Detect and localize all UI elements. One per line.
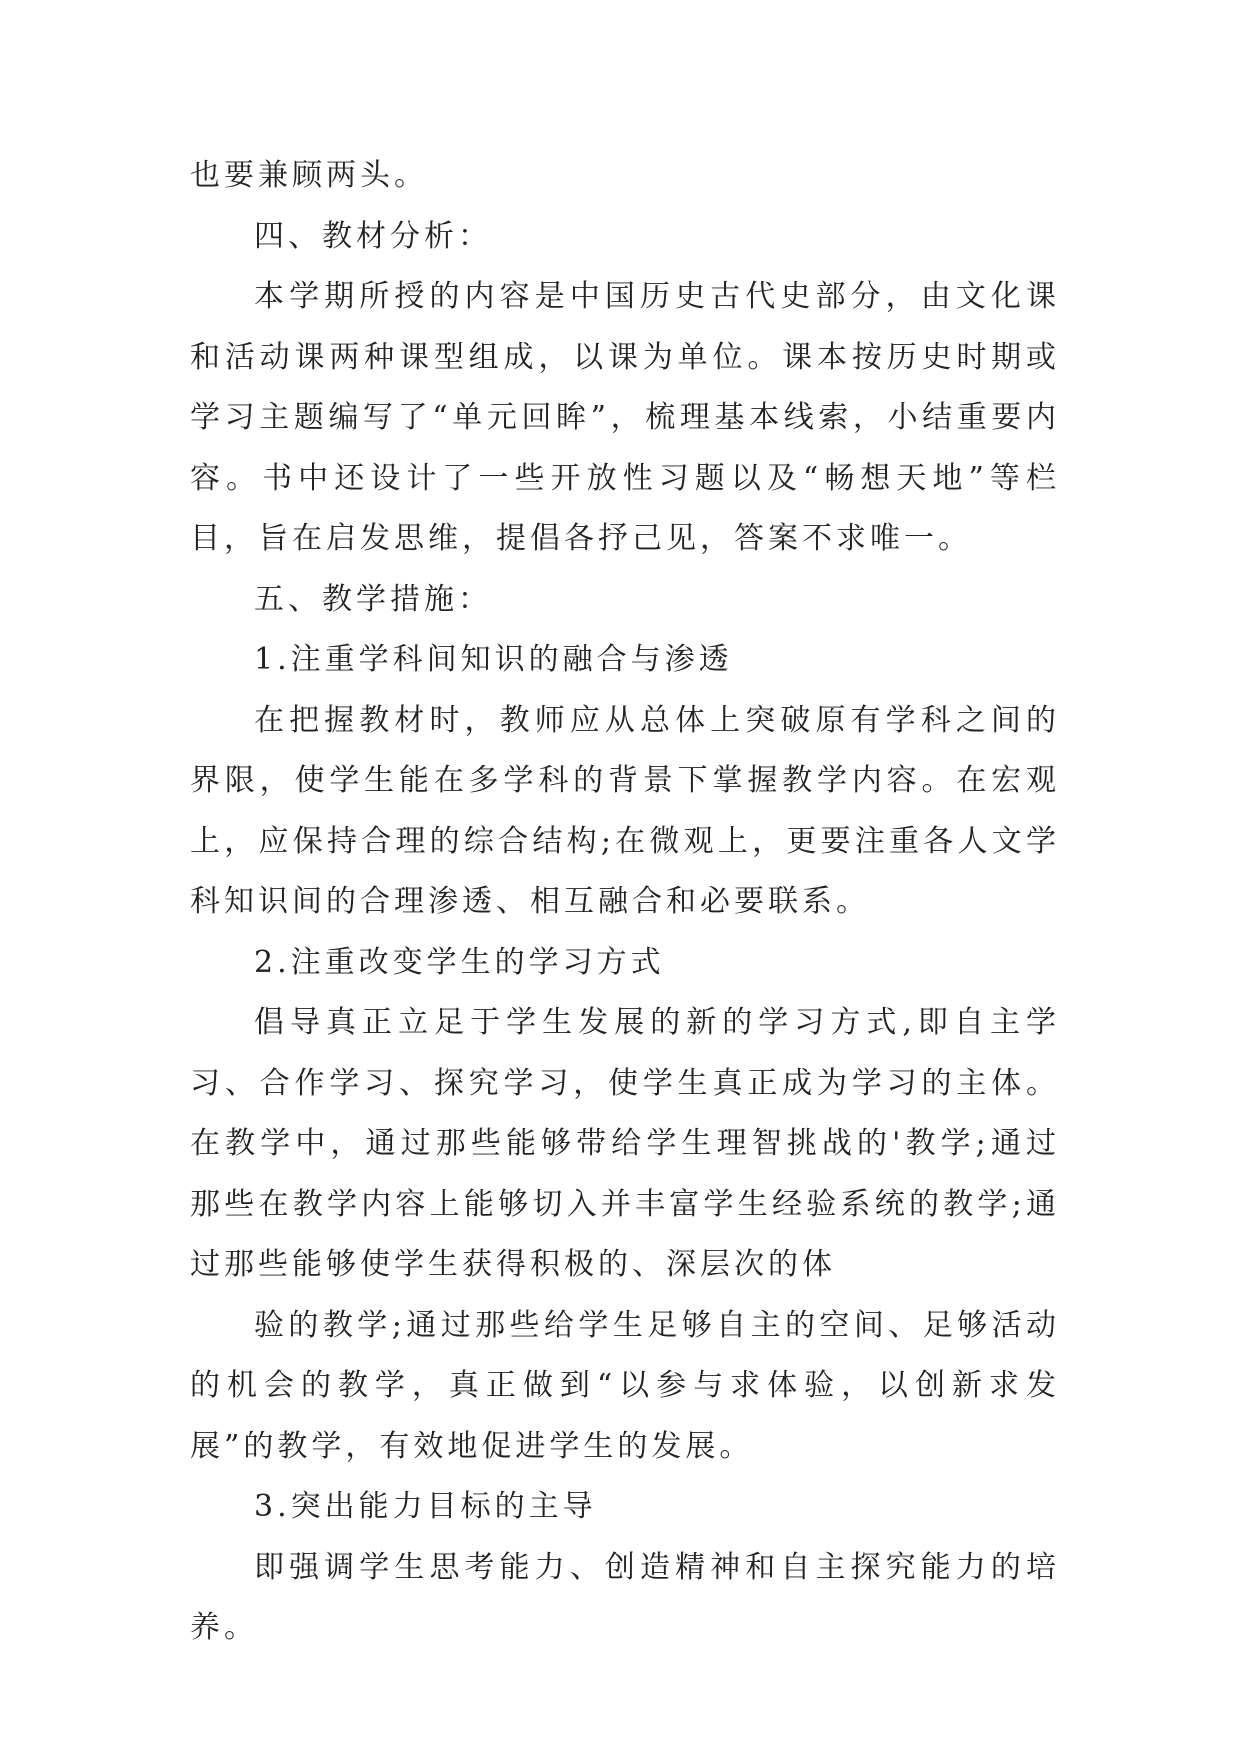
subsection-heading: 3.突出能力目标的主导 [254, 1489, 597, 1524]
paragraph: 验的教学;通过那些给学生足够自主的空间、足够活动的机会的教学，真正做到“以参与求体验，以创新求发展”的教学，有效地促进学生的发展。 [190, 1307, 1060, 1464]
subsection-heading: 1.注重学科间知识的融合与渗透 [254, 642, 733, 677]
paragraph: 本学期所授的内容是中国历史古代史部分，由文化课和活动课两种课型组成，以课为单位。课本按历史时期或学习主题编写了“单元回眸”，梳理基本线索，小结重要内容。书中还设计了一些开放性习题以及“畅想天地”等栏目，旨在启发思维，提倡各抒己见，答案不求唯一。 [190, 279, 1060, 556]
section-heading: 五、教学措施： [254, 581, 492, 617]
paragraph: 也要兼顾两头。 [190, 158, 428, 193]
paragraph: 在把握教材时，教师应从总体上突破原有学科之间的界限，使学生能在多学科的背景下掌握教学内容。在宏观上，应保持合理的综合结构;在微观上，更要注重各人文学科知识间的合理渗透、相互融合和必要联系。 [190, 702, 1060, 919]
subsection-heading: 2.注重改变学生的学习方式 [254, 944, 665, 980]
paragraph: 即强调学生思考能力、创造精神和自主探究能力的培养。 [190, 1549, 1060, 1645]
document-body [190, 146, 1060, 1659]
section-heading: 四、教材分析： [254, 218, 492, 254]
paragraph: 倡导真正立足于学生发展的新的学习方式,即自主学习、合作学习、探究学习，使学生真正成为学习的主体。在教学中，通过那些能够带给学生理智挑战的'教学;通过那些在教学内容上能够切入并丰富学生经验系统的教学;通过那些能够使学生获得积极的、深层次的体 [190, 1005, 1060, 1282]
